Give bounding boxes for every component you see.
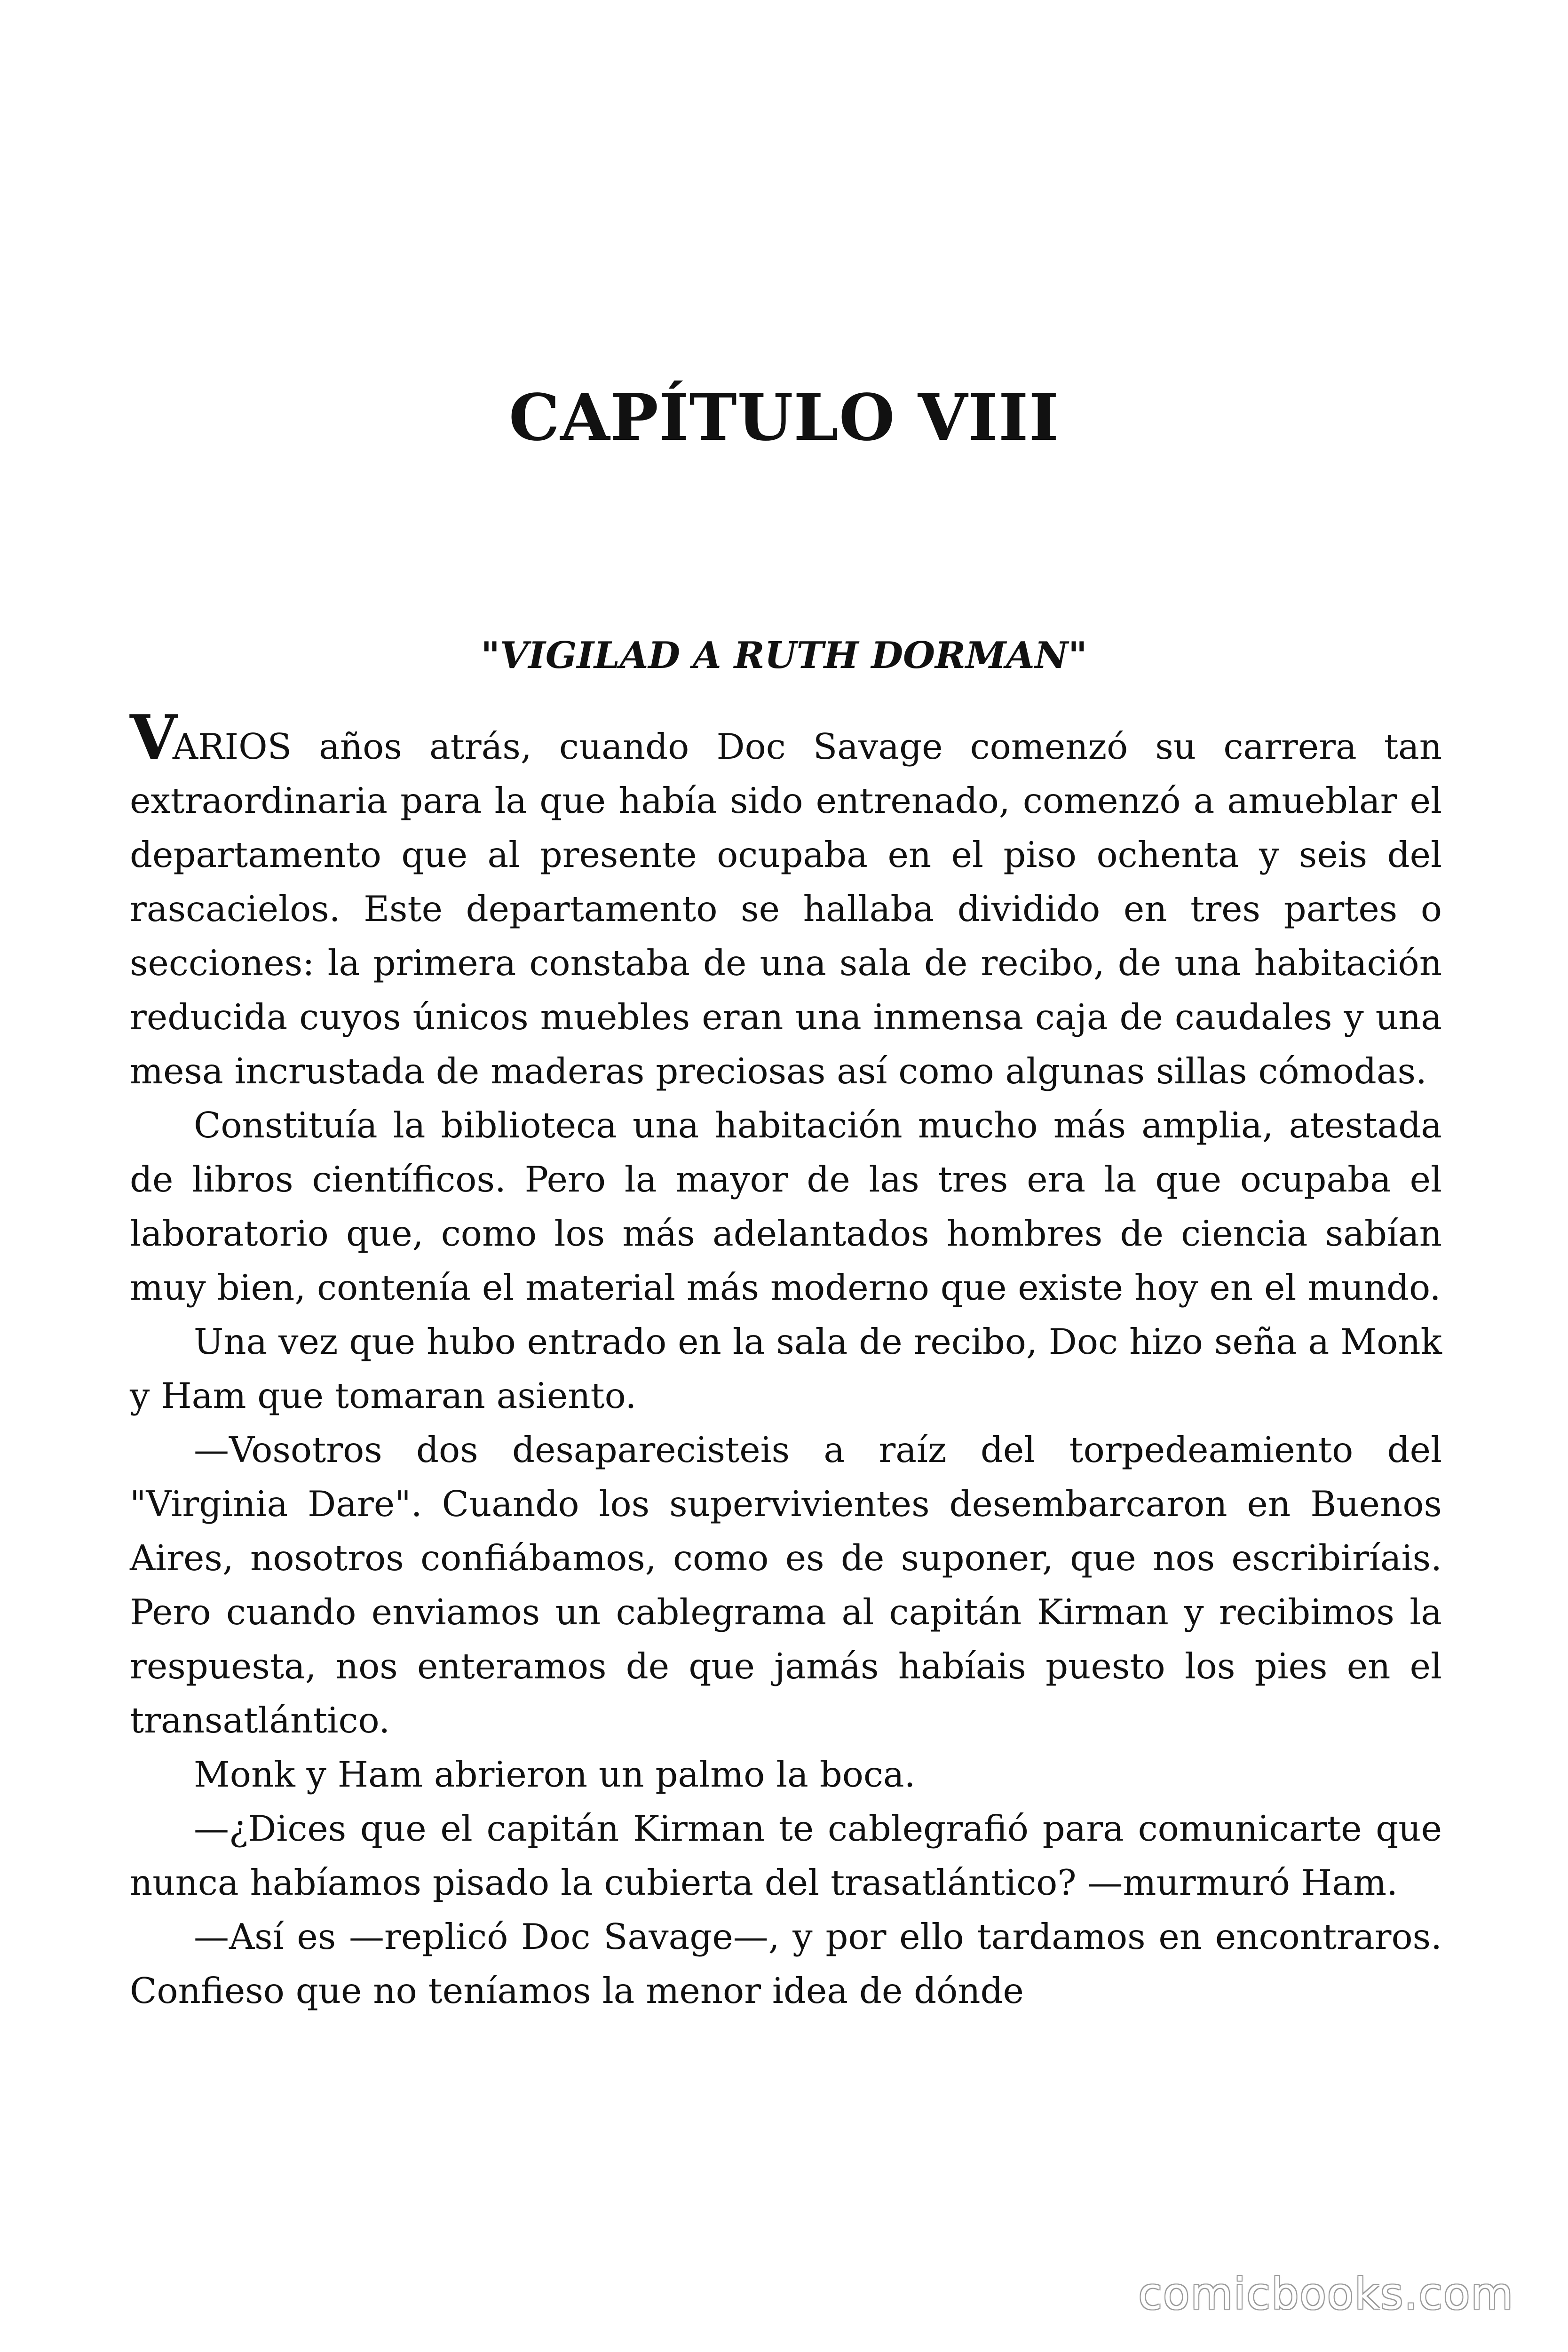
- chapter-title: CAPÍTULO VIII: [508, 380, 1060, 455]
- paragraph-1-text: años atrás, cuando Doc Savage comenzó su carrera tan extraordinaria para la que había sido entrenado, comenzó a amueblar el departamento que al presente ocupaba en el piso ochenta y seis del rascacielos. Este departamento se hallaba dividido en tres partes o secciones: la primera constaba de una sala de recibo, de una habitación reducida cuyos únicos muebles eran una inmensa caja de caudales y una mesa incrustada de maderas preciosas así como algunas sillas cómodas.: [130, 726, 1442, 1092]
- paragraph-3: Una vez que hubo entrado en la sala de recibo, Doc hizo seña a Monk y Ham que tomaran asiento.: [130, 1321, 1442, 1416]
- drop-cap: V: [130, 701, 177, 773]
- paragraph-2: Constituía la biblioteca una habitación mucho más amplia, atestada de libros científicos. Pero la mayor de las tres era la que ocupaba el laboratorio que, como los más adelantados hombres de ciencia sabían muy bien, contenía el material más moderno que existe hoy en el mundo.: [130, 1104, 1442, 1308]
- paragraph-1: [130, 701, 1442, 1098]
- watermark-text: comicbooks.com: [1138, 2269, 1514, 2319]
- first-word-rest: ARIOS: [172, 726, 292, 767]
- paragraph-7: —Así es —replicó Doc Savage—, y por ello tardamos en encontraros. Confieso que no teníamos la menor idea de dónde: [130, 1916, 1442, 2011]
- paragraph-4: —Vosotros dos desaparecisteis a raíz del torpedeamiento del "Virginia Dare". Cuando los supervivientes desembarcaron en Buenos Aires, nosotros confiábamos, como es de suponer, que nos escribiríais. Pero cuando enviamos un cablegrama al capitán Kirman y recibimos la respuesta, nos enteramos de que jamás habíais puesto los pies en el transatlántico.: [130, 1429, 1442, 1741]
- chapter-subtitle: "VIGILAD A RUTH DORMAN": [481, 634, 1087, 677]
- paragraph-6: —¿Dices que el capitán Kirman te cablegrafió para comunicarte que nunca habíamos pisado la cubierta del trasatlántico? —murmuró Ham.: [130, 1808, 1442, 1903]
- paragraph-5: Monk y Ham abrieron un palmo la boca.: [194, 1754, 916, 1795]
- chapter-body: [130, 701, 1442, 2018]
